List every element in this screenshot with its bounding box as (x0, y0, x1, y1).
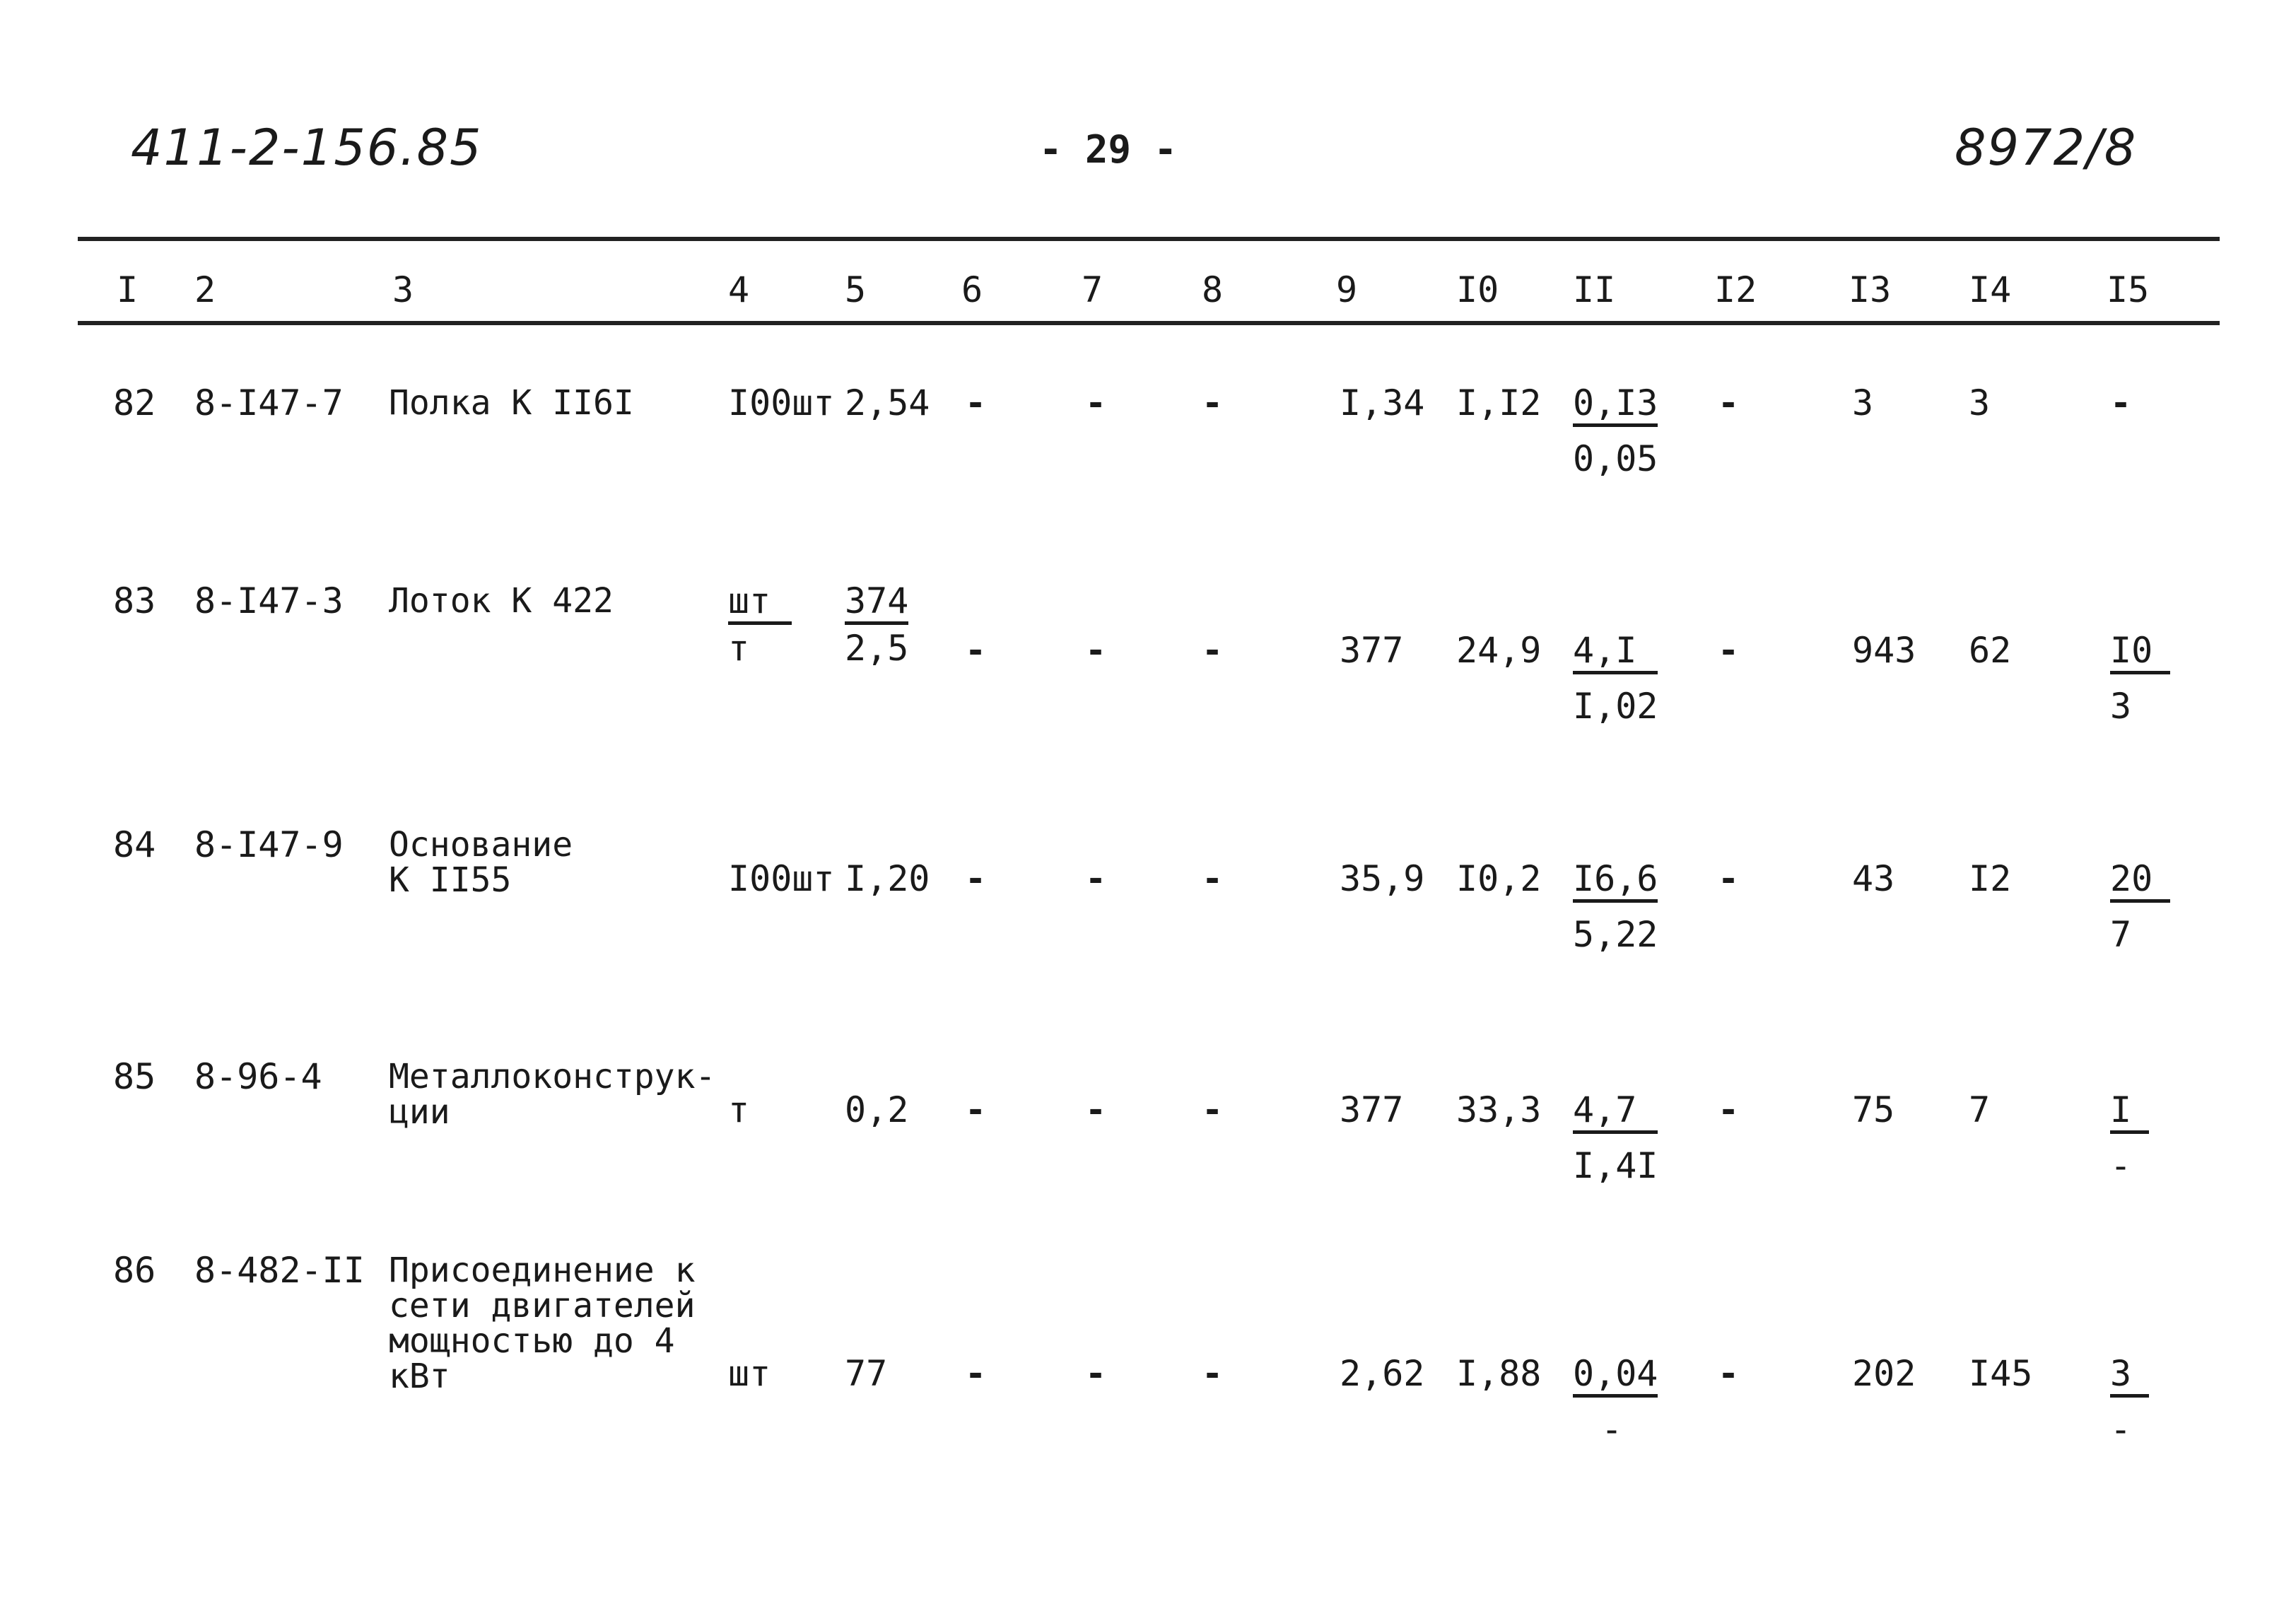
row-col12: - (1718, 1353, 1740, 1394)
row-number: 84 (113, 824, 156, 865)
fraction-denominator: - (2110, 1409, 2132, 1450)
row-unit: I00шт (728, 382, 835, 423)
row-col7: - (1085, 1353, 1107, 1394)
row-col13: 3 (1852, 382, 1874, 423)
row-col11-fraction (1573, 1089, 1658, 1186)
row-col11-fraction (1573, 630, 1658, 727)
row-col12: - (1718, 382, 1740, 423)
column-header: 4 (728, 269, 750, 310)
row-code: 8-I47-7 (194, 382, 344, 423)
fraction-numerator: 3 (2110, 1356, 2149, 1398)
fraction-numerator: 4,I (1573, 633, 1658, 674)
fraction-denominator: I,02 (1573, 686, 1658, 727)
row-col7: - (1085, 382, 1107, 423)
sheet-code: 8972/8 (1955, 119, 2138, 177)
header-bottom-rule (78, 321, 2220, 325)
column-header: I (117, 269, 139, 310)
row-col14: 62 (1969, 630, 2012, 671)
row-col9: 377 (1340, 1089, 1404, 1130)
row-col15-fraction (2110, 1089, 2149, 1186)
row-unit: шт (728, 1353, 771, 1394)
fraction-denominator: 2,5 (845, 628, 909, 669)
fraction-denominator: - (1601, 1409, 1623, 1450)
column-header: 8 (1202, 269, 1224, 310)
row-qty: I,20 (845, 858, 930, 899)
row-qty-fraction (845, 580, 909, 669)
column-header: I2 (1714, 269, 1757, 310)
row-name: Металлоконструк- ции (389, 1057, 716, 1132)
column-header: 3 (392, 269, 414, 310)
row-col14: I45 (1969, 1353, 2033, 1394)
row-col6: - (965, 1089, 987, 1130)
row-col11-fraction (1573, 1353, 1658, 1450)
row-col15-fraction (2110, 630, 2170, 727)
fraction-denominator: 5,22 (1573, 914, 1658, 955)
fraction-numerator: 4,7 (1573, 1092, 1658, 1134)
fraction-denominator: т (728, 628, 750, 669)
row-qty: 2,54 (845, 382, 930, 423)
row-col10: 33,3 (1456, 1089, 1542, 1130)
row-col7: - (1085, 858, 1107, 899)
fraction-denominator: 7 (2110, 914, 2132, 955)
column-header: I5 (2107, 269, 2150, 310)
row-col10: I,I2 (1456, 382, 1542, 423)
header-top-rule (78, 237, 2220, 241)
row-col8: - (1202, 858, 1224, 899)
fraction-numerator: 374 (845, 583, 908, 625)
row-number: 85 (113, 1056, 156, 1097)
row-code: 8-482-II (194, 1250, 365, 1291)
column-header: 7 (1082, 269, 1103, 310)
row-col14: 3 (1969, 382, 1991, 423)
column-header: 9 (1336, 269, 1358, 310)
row-col6: - (965, 630, 987, 671)
column-header: 6 (961, 269, 983, 310)
row-qty: 0,2 (845, 1089, 909, 1130)
row-code: 8-96-4 (194, 1056, 322, 1097)
row-qty: 77 (845, 1353, 888, 1394)
row-col10: 24,9 (1456, 630, 1542, 671)
fraction-numerator: шт (728, 583, 792, 625)
fraction-denominator: 3 (2110, 686, 2132, 727)
row-unit: т (728, 1089, 750, 1130)
row-code: 8-I47-3 (194, 580, 344, 621)
row-col11-fraction (1573, 382, 1658, 479)
column-header: II (1573, 269, 1616, 310)
row-col6: - (965, 1353, 987, 1394)
row-col9: 377 (1340, 630, 1404, 671)
row-col8: - (1202, 630, 1224, 671)
row-col14: 7 (1969, 1089, 1991, 1130)
row-col8: - (1202, 382, 1224, 423)
fraction-denominator: - (2110, 1145, 2132, 1186)
row-col12: - (1718, 858, 1740, 899)
row-col15-fraction (2110, 858, 2170, 955)
row-name: Лоток К 422 (389, 581, 614, 621)
row-col13: 75 (1852, 1089, 1895, 1130)
row-col10: I,88 (1456, 1353, 1542, 1394)
row-col6: - (965, 382, 987, 423)
fraction-numerator: 20 (2110, 861, 2170, 903)
column-header: 5 (845, 269, 867, 310)
row-col15: - (2110, 382, 2132, 423)
fraction-denominator: 0,05 (1573, 438, 1658, 479)
row-name: Присоединение к сети двигателей мощностью до 4 кВт (389, 1251, 696, 1396)
row-col9: I,34 (1340, 382, 1425, 423)
row-col13: 202 (1852, 1353, 1916, 1394)
row-col11-fraction (1573, 858, 1658, 955)
fraction-numerator: 0,04 (1573, 1356, 1658, 1398)
row-col7: - (1085, 630, 1107, 671)
row-code: 8-I47-9 (194, 824, 344, 865)
row-name: Полка К II6I (389, 383, 634, 423)
row-col13: 943 (1852, 630, 1916, 671)
fraction-numerator: I (2110, 1092, 2149, 1134)
row-number: 86 (113, 1250, 156, 1291)
column-header: I3 (1849, 269, 1892, 310)
page-number: - 29 - (1039, 127, 1178, 172)
row-col9: 2,62 (1340, 1353, 1425, 1394)
row-name: Основание К II55 (389, 825, 573, 900)
row-col12: - (1718, 1089, 1740, 1130)
row-col9: 35,9 (1340, 858, 1425, 899)
row-col15-fraction (2110, 1353, 2149, 1450)
fraction-numerator: 0,I3 (1573, 385, 1658, 427)
row-col13: 43 (1852, 858, 1895, 899)
column-header: I4 (1969, 269, 2012, 310)
row-col7: - (1085, 1089, 1107, 1130)
row-col8: - (1202, 1353, 1224, 1394)
fraction-numerator: I6,6 (1573, 861, 1658, 903)
row-col14: I2 (1969, 858, 2012, 899)
row-col8: - (1202, 1089, 1224, 1130)
row-col10: I0,2 (1456, 858, 1542, 899)
column-header: 2 (194, 269, 216, 310)
row-col6: - (965, 858, 987, 899)
row-unit-fraction (728, 580, 792, 669)
row-col12: - (1718, 630, 1740, 671)
row-number: 82 (113, 382, 156, 423)
row-number: 83 (113, 580, 156, 621)
row-unit: I00шт (728, 858, 835, 899)
fraction-denominator: I,4I (1573, 1145, 1658, 1186)
column-header: I0 (1456, 269, 1499, 310)
doc-code: 411-2-156.85 (131, 119, 483, 177)
fraction-numerator: I0 (2110, 633, 2170, 674)
